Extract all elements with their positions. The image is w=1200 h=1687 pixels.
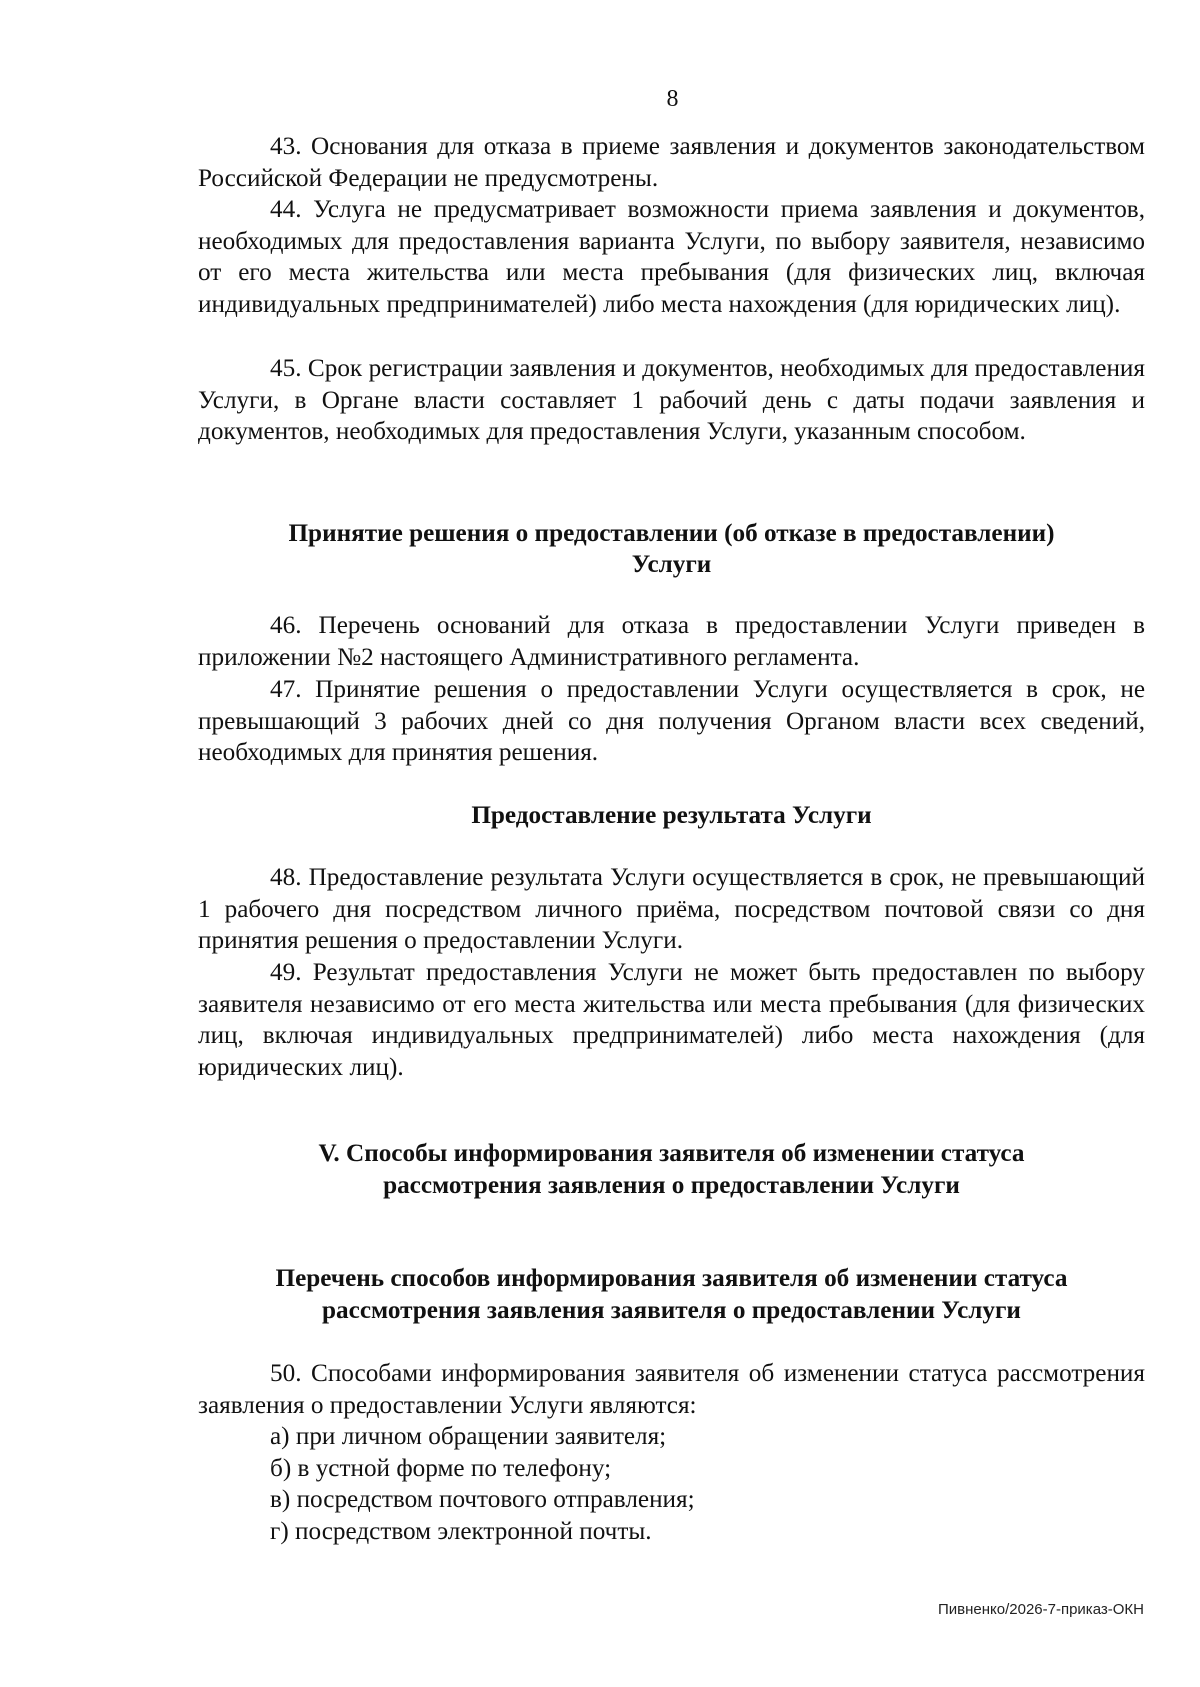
paragraph-49: 49. Результат предоставления Услуги не может быть предоставлен по выбору заявителя независимо от его места жительства или места пребывания (для физических лиц, включая индивидуальных предпринимателей) либо места нахождения (для юридических лиц). xyxy=(198,959,1145,1081)
paragraph-48: 48. Предоставление результата Услуги осуществляется в срок, не превышающий 1 рабочего дня посредством личного приёма, посредством почтовой связи со дня принятия решения о предоставлении Услуги. xyxy=(198,864,1145,954)
paragraph-50: 50. Способами информирования заявителя об изменении статуса рассмотрения заявления о предоставлении Услуги являются: xyxy=(198,1360,1145,1419)
footer-document-code: Пивненко/2026-7-приказ-ОКН xyxy=(937,1601,1144,1618)
list-item-b: б) в устной форме по телефону; xyxy=(270,1455,612,1482)
list-item-g: г) посредством электронной почты. xyxy=(270,1518,652,1545)
heading-methods-line1: Перечень способов информирования заявителя об изменении статуса xyxy=(275,1265,1068,1292)
list-item-v: в) посредством почтового отправления; xyxy=(270,1486,695,1513)
paragraph-47: 47. Принятие решения о предоставлении Услуги осуществляется в срок, не превышающий 3 рабочих дней со дня получения Органом власти всех сведений, необходимых для принятия решения. xyxy=(198,676,1145,766)
heading-section-v-line2: рассмотрения заявления о предоставлении Услуги xyxy=(383,1172,960,1199)
paragraph-43: 43. Основания для отказа в приеме заявления и документов законодательством Российской Федерации не предусмотрены. xyxy=(198,133,1145,192)
heading-section-v-line1: V. Способы информирования заявителя об изменении статуса xyxy=(318,1140,1025,1167)
heading-methods-line2: рассмотрения заявления заявителя о предоставлении Услуги xyxy=(322,1297,1021,1324)
list-item-a: а) при личном обращении заявителя; xyxy=(270,1423,667,1450)
heading-result: Предоставление результата Услуги xyxy=(471,802,872,829)
heading-decision-line2: Услуги xyxy=(631,551,712,578)
page-number: 8 xyxy=(666,86,679,112)
paragraph-46: 46. Перечень оснований для отказа в предоставлении Услуги приведен в приложении №2 настоящего Административного регламента. xyxy=(198,612,1145,671)
paragraph-44: 44. Услуга не предусматривает возможности приема заявления и документов, необходимых для предоставления варианта Услуги, по выбору заявителя, независимо от его места жительства или места пребывания (для физических лиц, включая индивидуальных предпринимателей) либо места нахождения (для юридических лиц). xyxy=(198,196,1145,318)
paragraph-45: 45. Срок регистрации заявления и документов, необходимых для предоставления Услуги, в Органе власти составляет 1 рабочий день с даты подачи заявления и документов, необходимых для предоставления Услуги, указанным способом. xyxy=(198,355,1145,445)
heading-decision-line1: Принятие решения о предоставлении (об отказе в предоставлении) xyxy=(288,520,1055,547)
